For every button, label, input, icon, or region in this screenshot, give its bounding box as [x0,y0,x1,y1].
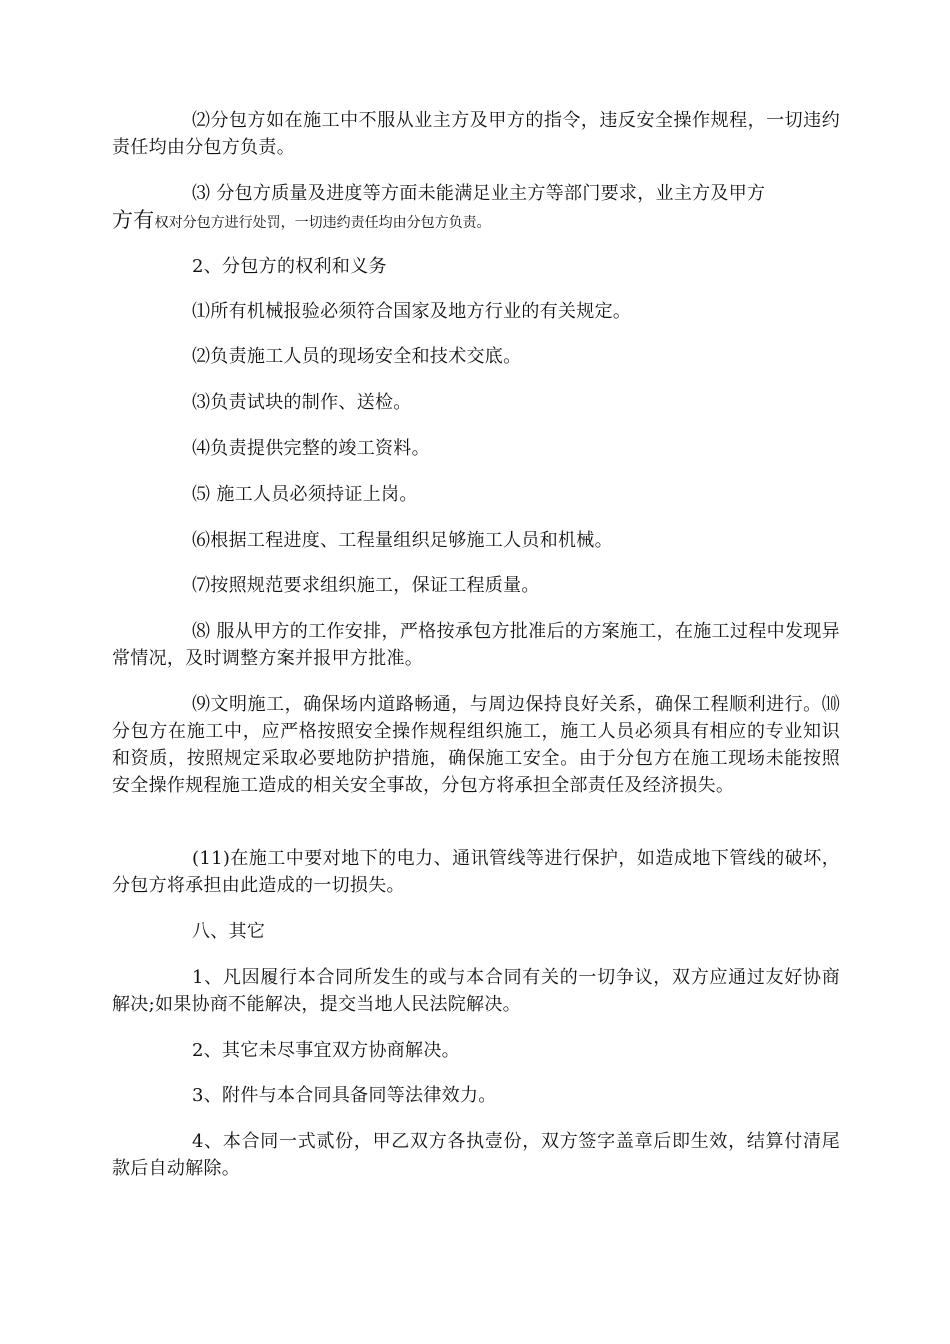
other-item-1: 1、凡因履行本合同所发生的或与本合同有关的一切争议，双方应通过友好协商解决;如果协商不能解决，提交当地人民法院解决。 [112,967,840,1015]
paragraph-2-2-large-run: 方有 [112,208,155,232]
duty-item-9-10: ⑼文明施工，确保场内道路畅通，与周边保持良好关系，确保工程顺利进行。⑽ 分包方在施工中，应严格按照安全操作规程组织施工，施工人员必须具有相应的专业知识和资质，按照规定采取必要地防护措施，确保施工安全。由于分包方在施工现场未能按照安全操作规程施工造成的相关安全事故，分包方将承担全部责任及经济损失。 [112,694,847,796]
duty-item-2: ⑵负责施工人员的现场安全和技术交底。 [192,346,522,367]
paragraph-2-2-small-run: 权对分包方进行处罚，一切违约责任均由分包方负责。 [154,215,491,231]
duty-item-5: ⑸ 施工人员必须持证上岗。 [192,484,418,505]
paragraph-2-2: ⑶ 分包方质量及进度等方面未能满足业主方等部门要求，业主方及甲方 [192,183,766,204]
duty-item-3: ⑶负责试块的制作、送检。 [192,392,412,413]
section-heading-rights-duties: 2、分包方的权利和义务 [192,256,387,277]
duty-item-8: ⑻ 服从甲方的工作安排，严格按承包方批准后的方案施工，在施工过程中发现异常情况，及时调整方案并报甲方批准。 [112,621,840,669]
paragraph-2-2-continued [112,207,840,237]
duty-item-6: ⑹根据工程进度、工程量组织足够施工人员和机械。 [192,530,613,551]
other-item-3: 3、附件与本合同具备同等法律效力。 [192,1085,497,1106]
duty-item-11: (11)在施工中要对地下的电力、通讯管线等进行保护，如造成地下管线的破坏，分包方将承担由此造成的一切损失。 [112,848,840,896]
section-heading-other: 八、其它 [192,921,266,942]
duty-item-4: ⑷负责提供完整的竣工资料。 [192,438,430,459]
other-item-4: 4、本合同一式贰份，甲乙双方各执壹份，双方签字盖章后即生效，结算付清尾款后自动解除。 [112,1131,840,1179]
duty-item-1: ⑴所有机械报验必须符合国家及地方行业的有关规定。 [192,301,632,322]
paragraph-2-1: ⑵分包方如在施工中不服从业主方及甲方的指令，违反安全操作规程，一切违约责任均由分包方负责。 [112,110,840,158]
duty-item-7: ⑺按照规范要求组织施工，保证工程质量。 [192,575,540,596]
other-item-2: 2、其它未尽事宜双方协商解决。 [192,1040,460,1061]
